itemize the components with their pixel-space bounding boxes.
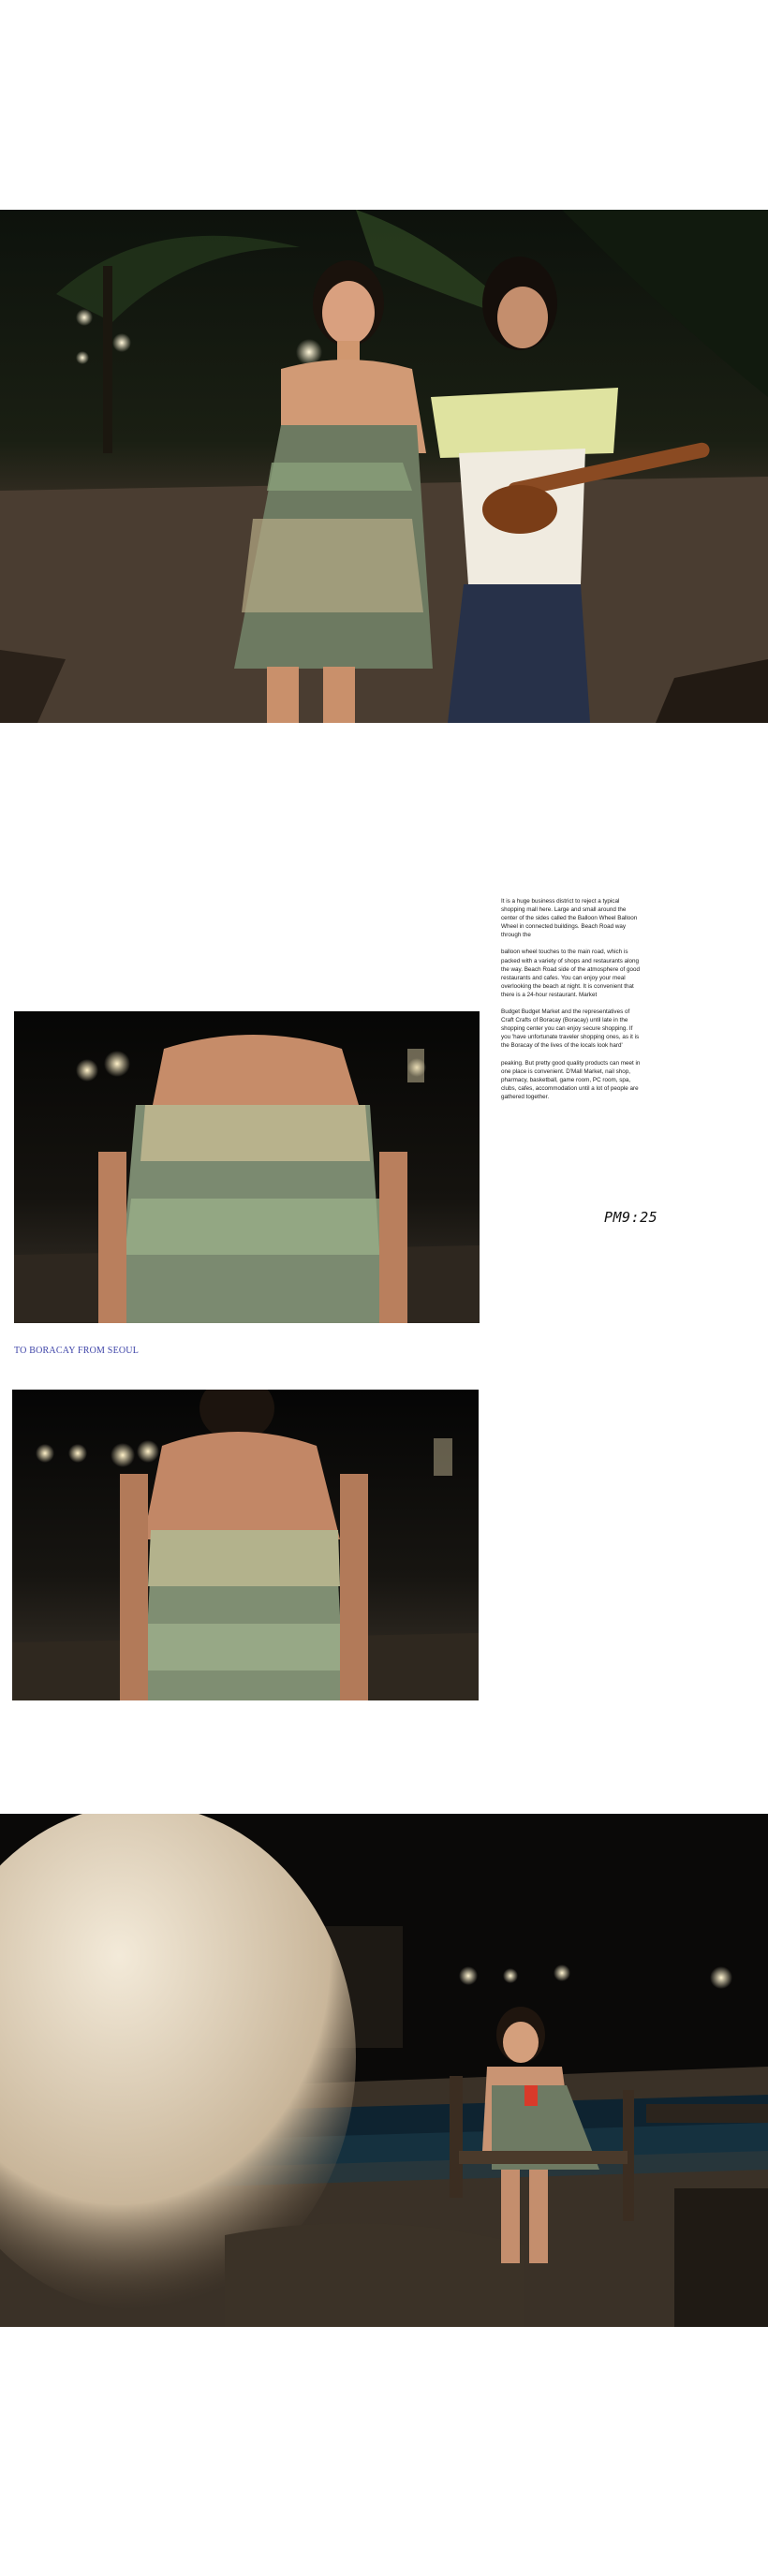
- story-paragraph: It is a huge business district to reject a typical shopping mall here. Large and small around the center of the sides called the Balloon Wheel Balloon Wheel in connected buildings. Beach Road way through the: [501, 898, 638, 939]
- time-label: PM9:25: [604, 1209, 658, 1226]
- story-paragraph: peaking. But pretty good quality products can meet in one place is convenient. D'Mall Market, nail shop, pharmacy, basketball, game room, PC room, spa, clubs, cafes, accommodation until a lot of people are gathered together.: [501, 1059, 641, 1100]
- photo-two-women-night-path: [0, 210, 768, 723]
- photo-poolside-illustration: [0, 1814, 768, 2327]
- photo-dress-back-illustration: [12, 1390, 479, 1700]
- story-paragraph: Budget Budget Market and the representatives of Craft Crafts of Boracay (Boracay) until late in the shopping center you can enjoy secure shopping. If you 'have unfortunate traveler shopping ones, as it is the Boracay of the lives of the locals look hard': [501, 1008, 640, 1050]
- photo-dress-front-illustration: [14, 1011, 480, 1323]
- photo-poolside-chair-night: [0, 1814, 768, 2327]
- photo-two-women-illustration: [0, 210, 768, 723]
- photo-dress-back-night: [12, 1390, 479, 1700]
- story-text-column: [501, 897, 642, 1110]
- story-paragraph: balloon wheel touches to the main road, which is packed with a variety of shops and restaurants along the way. Beach Road side of the atmosphere of good restaurants and cafes. You can enjoy your meal overlooking the beach at night. It is convenient that there is a 24-hour restaurant. Market: [501, 949, 640, 998]
- caption-text: TO BORACAY FROM SEOUL: [14, 1346, 140, 1356]
- photo-dress-front-night: [14, 1011, 480, 1323]
